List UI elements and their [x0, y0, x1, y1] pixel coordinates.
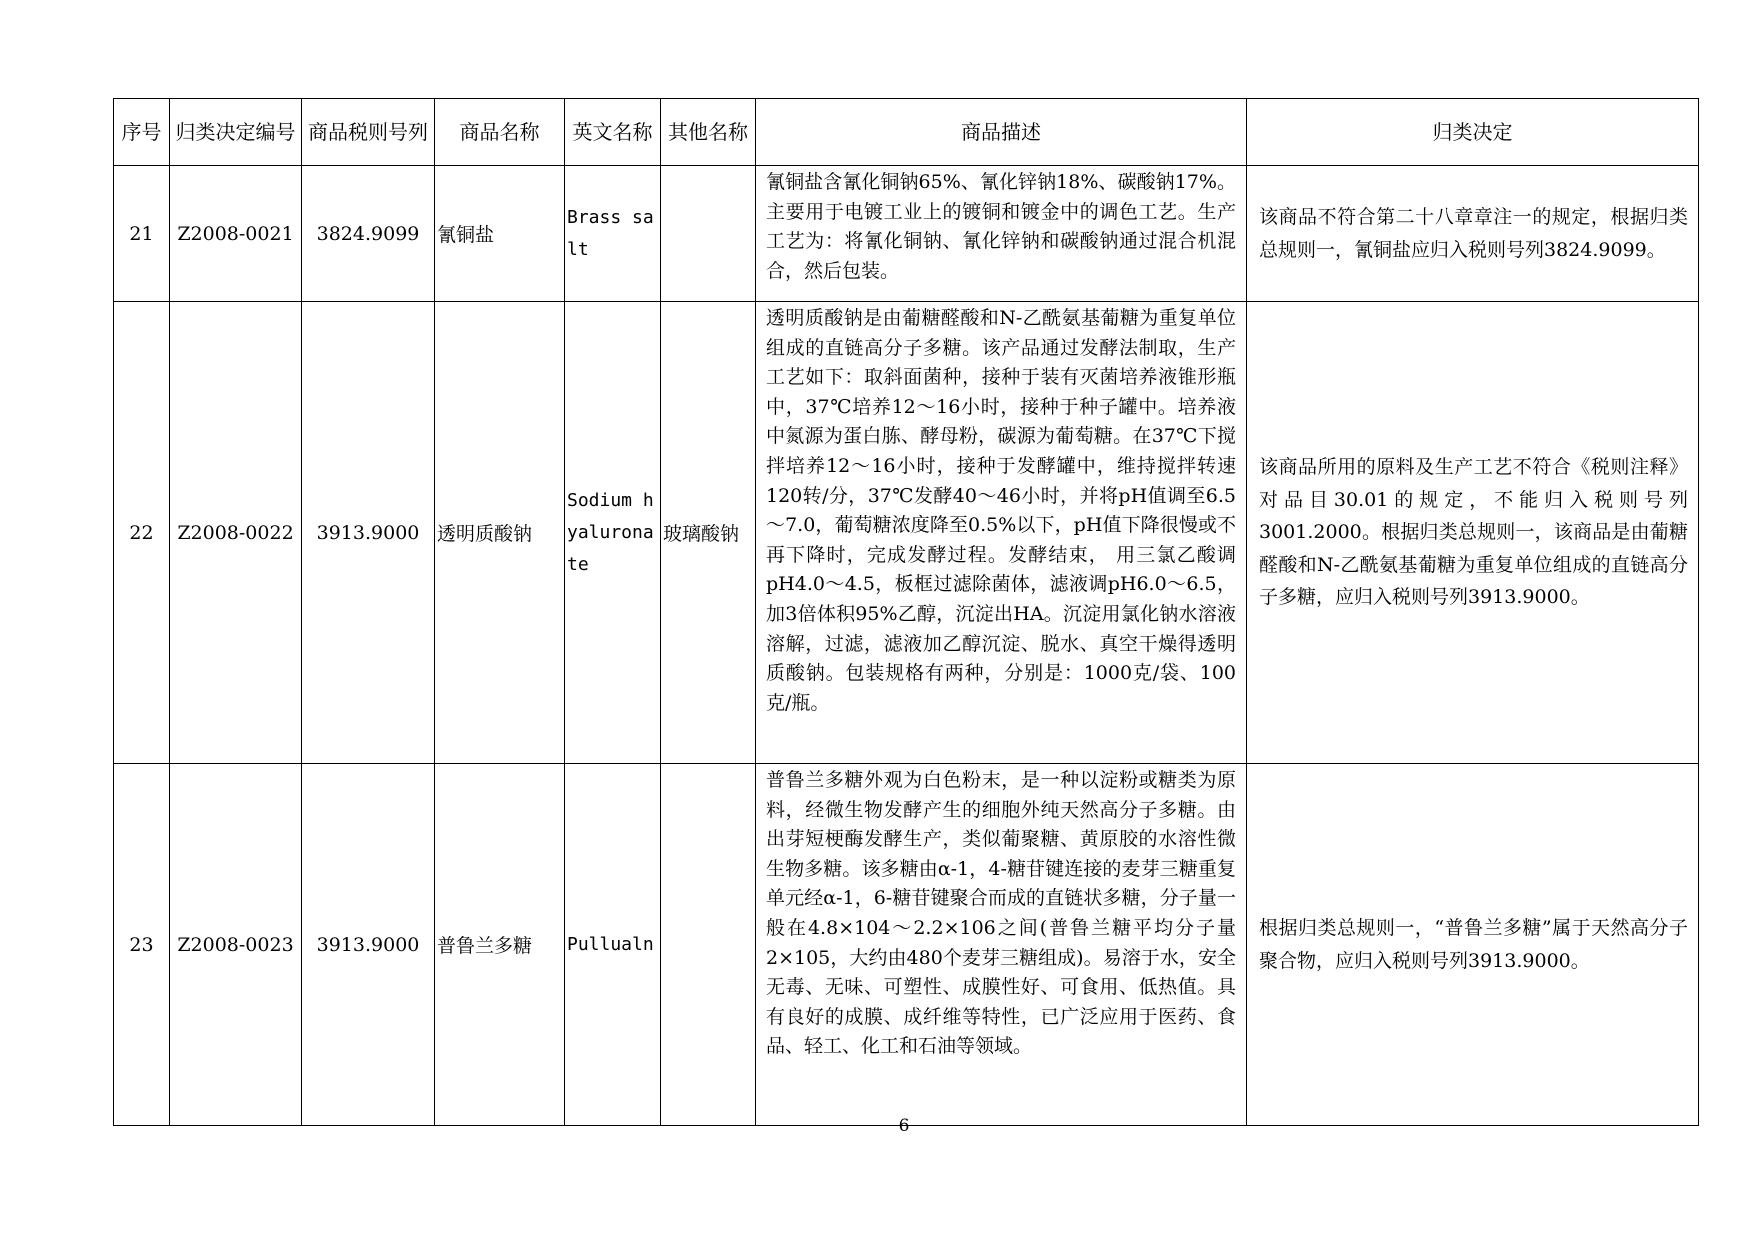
- table-row: [114, 302, 1699, 764]
- cell-decision: 根据归类总规则一，“普鲁兰多糖”属于天然高分子聚合物，应归入税则号列3913.9000。: [1247, 764, 1699, 1126]
- cell-decision: 该商品不符合第二十八章章注一的规定，根据归类总规则一，氰铜盐应归入税则号列3824.9099。: [1247, 166, 1699, 302]
- header-tariff: 商品税则号列: [302, 99, 435, 166]
- cell-tariff: 3913.9000: [302, 764, 435, 1126]
- cell-description: 氰铜盐含氰化铜钠65%、氰化锌钠18%、碳酸钠17%。主要用于电镀工业上的镀铜和镀金中的调色工艺。生产工艺为：将氰化铜钠、氰化锌钠和碳酸钠通过混合机混合，然后包装。: [756, 166, 1247, 302]
- table-row: [114, 764, 1699, 1126]
- cell-product-name: 普鲁兰多糖: [435, 764, 565, 1126]
- cell-english-name: Brass salt: [565, 166, 661, 302]
- header-seq: 序号: [114, 99, 170, 166]
- cell-decision-code: Z2008-0022: [170, 302, 302, 764]
- cell-seq: 23: [114, 764, 170, 1126]
- header-other-name: 其他名称: [661, 99, 756, 166]
- cell-decision: 该商品所用的原料及生产工艺不符合《税则注释》对品目30.01的规定，不能归入税则号列3001.2000。根据归类总规则一，该商品是由葡糖醛酸和N-乙酰氨基葡糖为重复单位组成的直链高分子多糖，应归入税则号列3913.9000。: [1247, 302, 1699, 764]
- header-description: 商品描述: [756, 99, 1247, 166]
- cell-product-name: 透明质酸钠: [435, 302, 565, 764]
- page-number: 6: [898, 1116, 910, 1136]
- cell-decision-code: Z2008-0021: [170, 166, 302, 302]
- cell-description: 透明质酸钠是由葡糖醛酸和N-乙酰氨基葡糖为重复单位组成的直链高分子多糖。该产品通过发酵法制取，生产工艺如下：取斜面菌种，接种于装有灭菌培养液锥形瓶中，37℃培养12～16小时，接种于种子罐中。培养液中氮源为蛋白胨、酵母粉，碳源为葡萄糖。在37℃下搅拌培养12～16小时，接种于发酵罐中，维持搅拌转速120转/分，37℃发酵40～46小时，并将pH值调至6.5～7.0，葡萄糖浓度降至0.5%以下，pH值下降很慢或不再下降时，完成发酵过程。发酵结束， 用三氯乙酸调pH4.0～4.5，板框过滤除菌体，滤液调pH6.0～6.5，加3倍体积95%乙醇，沉淀出HA。沉淀用氯化钠水溶液溶解，过滤，滤液加乙醇沉淀、脱水、真空干燥得透明质酸钠。包装规格有两种，分别是：1000克/袋、100克/瓶。: [756, 302, 1247, 764]
- cell-tariff: 3913.9000: [302, 302, 435, 764]
- cell-english-name: Pullualn: [565, 764, 661, 1126]
- cell-english-name: Sodium hyaluronate: [565, 302, 661, 764]
- header-decision-code: 归类决定编号: [170, 99, 302, 166]
- cell-tariff: 3824.9099: [302, 166, 435, 302]
- cell-seq: 21: [114, 166, 170, 302]
- cell-description: 普鲁兰多糖外观为白色粉末，是一种以淀粉或糖类为原料，经微生物发酵产生的细胞外纯天然高分子多糖。由出芽短梗酶发酵生产，类似葡聚糖、黄原胶的水溶性微生物多糖。该多糖由α-1，4-糖苷键连接的麦芽三糖重复单元经α-1，6-糖苷键聚合而成的直链状多糖，分子量一般在4.8×104～2.2×106之间(普鲁兰糖平均分子量2×105，大约由480个麦芽三糖组成)。易溶于水，安全无毒、无味、可塑性、成膜性好、可食用、低热值。具有良好的成膜、成纤维等特性，已广泛应用于医药、食品、轻工、化工和石油等领域。: [756, 764, 1247, 1126]
- cell-decision-code: Z2008-0023: [170, 764, 302, 1126]
- cell-seq: 22: [114, 302, 170, 764]
- table-header-row: [114, 99, 1699, 166]
- cell-product-name: 氰铜盐: [435, 166, 565, 302]
- cell-other-name: [661, 764, 756, 1126]
- header-product-name: 商品名称: [435, 99, 565, 166]
- cell-other-name: [661, 166, 756, 302]
- header-english-name: 英文名称: [565, 99, 661, 166]
- table-row: [114, 166, 1699, 302]
- classification-table: [113, 98, 1699, 1126]
- cell-other-name: 玻璃酸钠: [661, 302, 756, 764]
- header-decision: 归类决定: [1247, 99, 1699, 166]
